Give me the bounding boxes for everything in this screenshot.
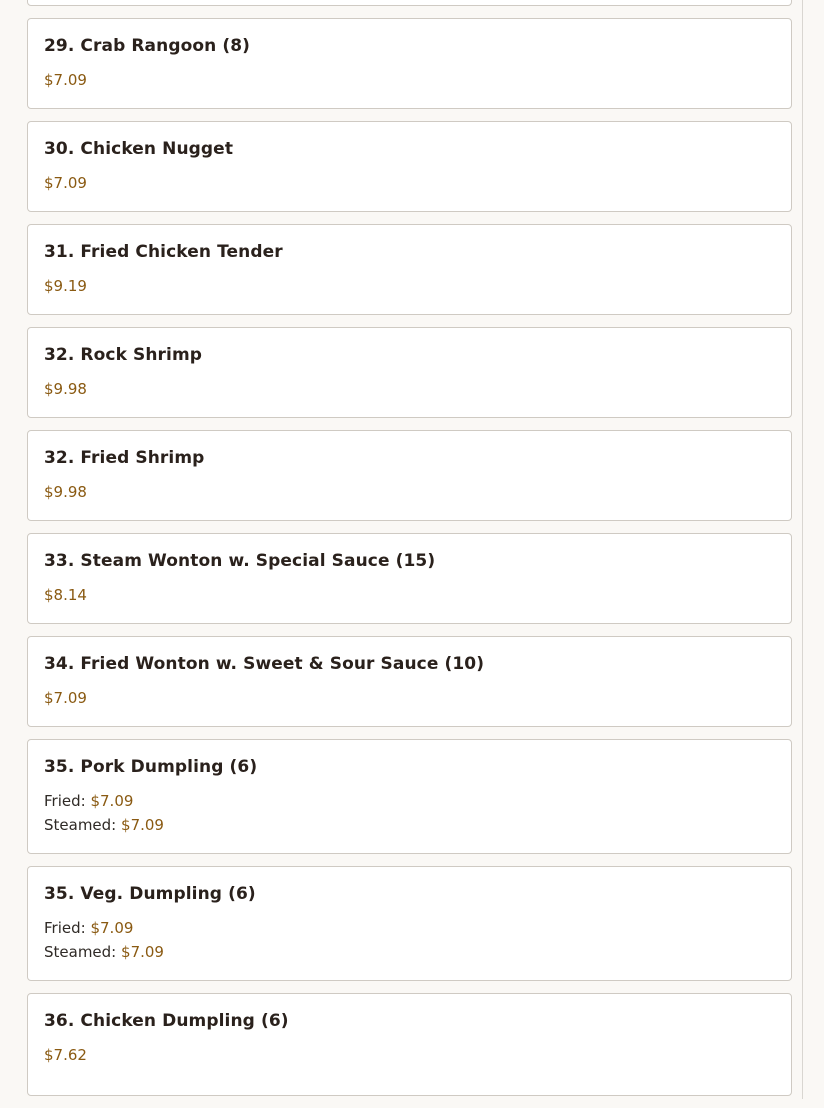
menu-item-name: 35. Veg. Dumpling (6) — [44, 884, 256, 904]
menu-item-price: $7.09 — [121, 943, 164, 961]
menu-item-price: $7.09 — [90, 919, 134, 937]
menu-item-price: $7.09 — [44, 689, 87, 707]
menu-item-price-row — [44, 482, 775, 502]
menu-item-card[interactable] — [27, 327, 792, 418]
price-option-label: Steamed: — [44, 943, 117, 961]
menu-item-name: 32. Rock Shrimp — [44, 345, 203, 365]
menu-item-name: 33. Steam Wonton w. Special Sauce (15) — [44, 551, 436, 571]
menu-item-price-row-steamed — [44, 942, 775, 962]
menu-item-price: $7.09 — [44, 71, 87, 89]
menu-item-name: 31. Fried Chicken Tender — [44, 242, 283, 262]
menu-item-price: $9.19 — [44, 277, 87, 295]
menu-item-price-row-fried — [44, 918, 775, 938]
menu-item-price: $7.09 — [90, 792, 134, 810]
price-option-label: Fried: — [44, 792, 86, 810]
menu-item-name: 35. Pork Dumpling (6) — [44, 757, 258, 777]
menu-item-price: $7.09 — [44, 174, 87, 192]
menu-item-price-row — [44, 276, 775, 296]
menu-item-card[interactable] — [27, 866, 792, 981]
menu-item-name: 30. Chicken Nugget — [44, 139, 234, 159]
menu-item-price-row — [44, 585, 775, 605]
menu-item-price-row-fried — [44, 791, 775, 811]
menu-item-price-row — [44, 379, 775, 399]
menu-item-price: $8.14 — [44, 586, 87, 604]
price-option-label: Steamed: — [44, 816, 117, 834]
menu-item-card[interactable] — [27, 18, 792, 109]
menu-item-name: 34. Fried Wonton w. Sweet & Sour Sauce (10) — [44, 654, 485, 674]
menu-item-price-row — [44, 173, 775, 193]
menu-item-card[interactable] — [27, 739, 792, 854]
menu-item-price-row-steamed — [44, 815, 775, 835]
menu-item-price-row — [44, 70, 775, 90]
menu-item-list — [27, 0, 792, 1108]
menu-item-price: $7.62 — [44, 1046, 87, 1064]
page-edge-divider — [802, 0, 803, 1099]
menu-item-card[interactable] — [27, 636, 792, 727]
menu-item-price: $7.09 — [121, 816, 164, 834]
menu-item-price-row — [44, 688, 775, 708]
menu-item-card[interactable] — [27, 533, 792, 624]
menu-item-price: $9.98 — [44, 483, 87, 501]
menu-item-card[interactable] — [27, 121, 792, 212]
menu-item-name: 32. Fried Shrimp — [44, 448, 205, 468]
menu-item-card-partial[interactable] — [27, 0, 792, 6]
menu-item-name: 36. Chicken Dumpling (6) — [44, 1011, 289, 1031]
menu-item-price-row — [44, 1045, 775, 1065]
price-option-label: Fried: — [44, 919, 86, 937]
menu-item-name: 29. Crab Rangoon (8) — [44, 36, 251, 56]
menu-item-price: $9.98 — [44, 380, 87, 398]
menu-item-card[interactable] — [27, 224, 792, 315]
menu-item-card[interactable] — [27, 430, 792, 521]
menu-item-card[interactable] — [27, 993, 792, 1096]
